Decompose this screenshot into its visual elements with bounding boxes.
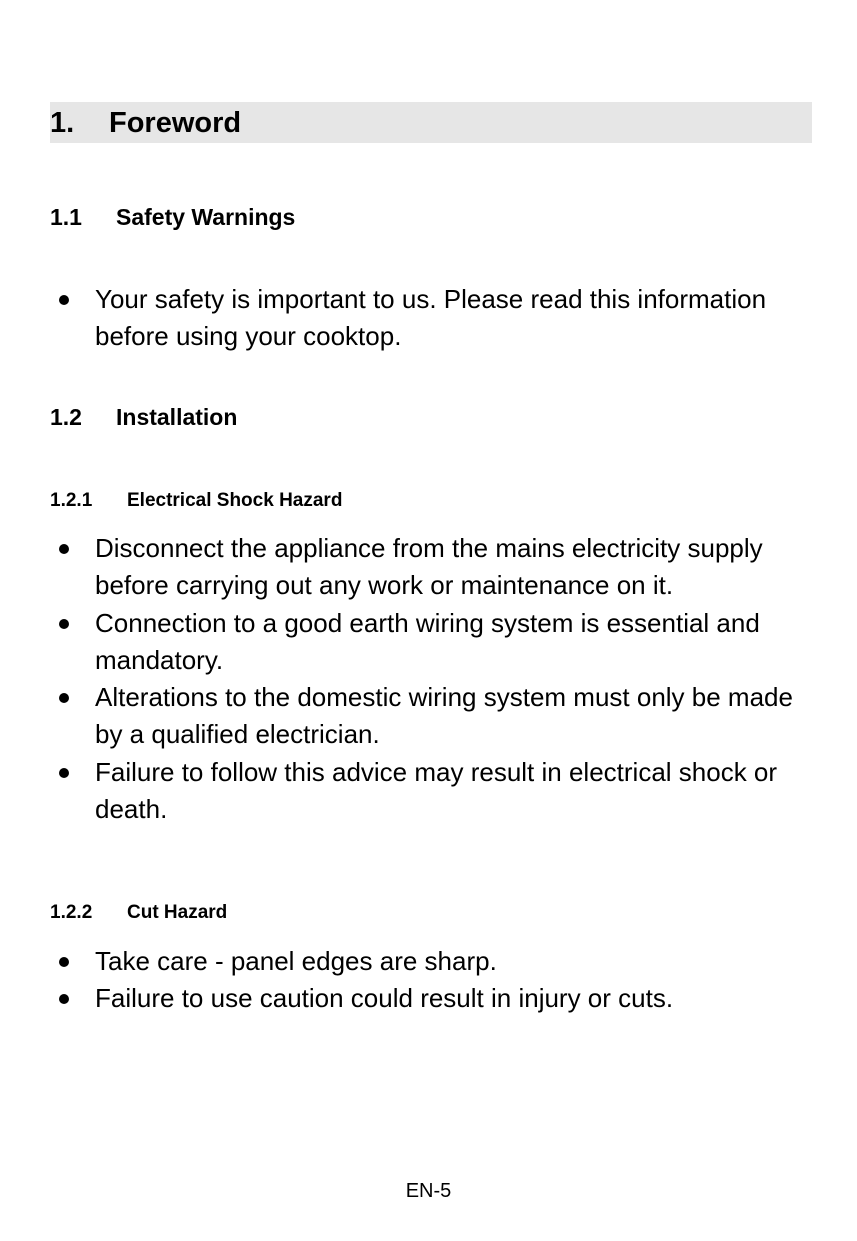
list-item [50, 605, 815, 680]
subsection-number: 1.2.1 [50, 490, 93, 511]
bullet-icon [59, 994, 69, 1004]
list-item-text: Failure to follow this advice may result in electrical shock or death. [95, 756, 778, 825]
chapter-number: 1. [50, 107, 75, 139]
list-item [50, 943, 815, 980]
electrical-shock-list [50, 530, 815, 828]
list-item [50, 281, 815, 356]
bullet-icon [59, 768, 69, 778]
page-number: EN-5 [405, 1180, 452, 1202]
list-item-text: Disconnect the appliance from the mains electricity supply before carrying out any work or maintenance on it. [95, 533, 763, 601]
list-item [50, 980, 815, 1017]
bullet-icon [59, 619, 69, 629]
bullet-icon [59, 693, 69, 703]
bullet-icon [59, 295, 69, 305]
list-item [50, 679, 815, 754]
bullet-icon [59, 544, 69, 554]
section-number: 1.2 [50, 404, 82, 430]
safety-warnings-list [50, 281, 815, 356]
section-title: Installation [116, 404, 238, 430]
list-item-text: Take care - panel edges are sharp. [95, 946, 497, 976]
list-item [50, 754, 815, 829]
list-item-text: Connection to a good earth wiring system is essential and mandatory. [95, 607, 760, 675]
list-item-text: Alterations to the domestic wiring system must only be made by a qualified electrician. [95, 682, 793, 750]
chapter-title: Foreword [109, 107, 242, 139]
subsection-title: Cut Hazard [127, 902, 228, 923]
subsection-number: 1.2.2 [50, 902, 93, 923]
section-title: Safety Warnings [116, 204, 296, 230]
list-item [50, 530, 815, 605]
list-item-text: Failure to use caution could result in injury or cuts. [95, 983, 674, 1014]
bullet-icon [59, 957, 69, 967]
list-item-text: Your safety is important to us. Please read this information before using your cooktop. [95, 284, 767, 352]
section-number: 1.1 [50, 204, 82, 230]
subsection-title: Electrical Shock Hazard [127, 490, 343, 511]
cut-hazard-list [50, 943, 815, 1018]
